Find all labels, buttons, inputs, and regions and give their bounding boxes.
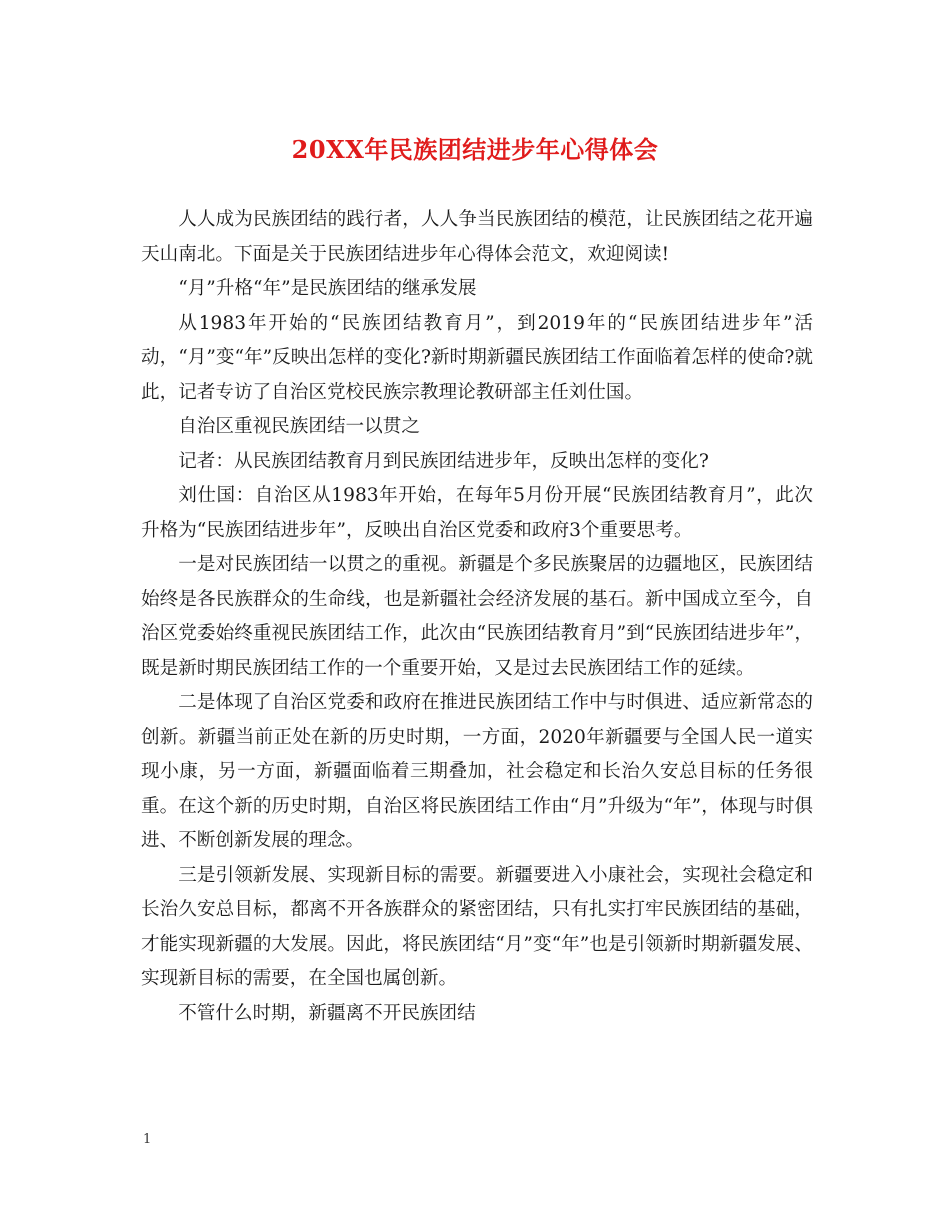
section-heading: “月”升格“年”是民族团结的继承发展 xyxy=(178,278,477,299)
paragraph-answer: 刘仕国：自治区从1983年开始，在每年5月份开展“民族团结教育月”，此次升格为“民族团结进步年”，反映出自治区党委和政府3个重要思考。 xyxy=(141,485,813,541)
paragraph-question: 记者：从民族团结教育月到民族团结进步年，反映出怎样的变化? xyxy=(178,450,709,472)
page-number: 1 xyxy=(143,1132,152,1147)
paragraph: 从1983年开始的“民族团结教育月”，到2019年的“民族团结进步年”活动，“月”变“年”反映出怎样的变化?新时期新疆民族团结工作面临着怎样的使命?就此，记者专访了自治区党校民族宗教理论教研部主任刘仕国。 xyxy=(141,312,813,403)
paragraph-intro: 人人成为民族团结的践行者，人人争当民族团结的模范，让民族团结之花开遍天山南北。下面是关于民族团结进步年心得体会范文，欢迎阅读! xyxy=(141,209,813,265)
page-title: 20XX年民族团结进步年心得体会 xyxy=(291,135,659,164)
paragraph: 二是体现了自治区党委和政府在推进民族团结工作中与时俱进、适应新常态的创新。新疆当前正处在新的历史时期，一方面，2020年新疆要与全国人民一道实现小康，另一方面，新疆面临着三期叠加，社会稳定和长治久安总目标的任务很重。在这个新的历史时期，自治区将民族团结工作由“月”升级为“年”，体现与时俱进、不断创新发展的理念。 xyxy=(141,692,813,851)
paragraph: 一是对民族团结一以贯之的重视。新疆是个多民族聚居的边疆地区，民族团结始终是各民族群众的生命线，也是新疆社会经济发展的基石。新中国成立至今，自治区党委始终重视民族团结工作，此次由“民族团结教育月”到“民族团结进步年”，既是新时期民族团结工作的一个重要开始，又是过去民族团结工作的延续。 xyxy=(141,554,813,679)
paragraph: 三是引领新发展、实现新目标的需要。新疆要进入小康社会，实现社会稳定和长治久安总目标，都离不开各族群众的紧密团结，只有扎实打牢民族团结的基础，才能实现新疆的大发展。因此，将民族团结“月”变“年”也是引领新时期新疆发展、实现新目标的需要，在全国也属创新。 xyxy=(141,864,813,989)
section-heading: 不管什么时期，新疆离不开民族团结 xyxy=(178,1002,476,1024)
section-heading: 自治区重视民族团结一以贯之 xyxy=(178,416,420,437)
document-body xyxy=(141,203,813,1031)
